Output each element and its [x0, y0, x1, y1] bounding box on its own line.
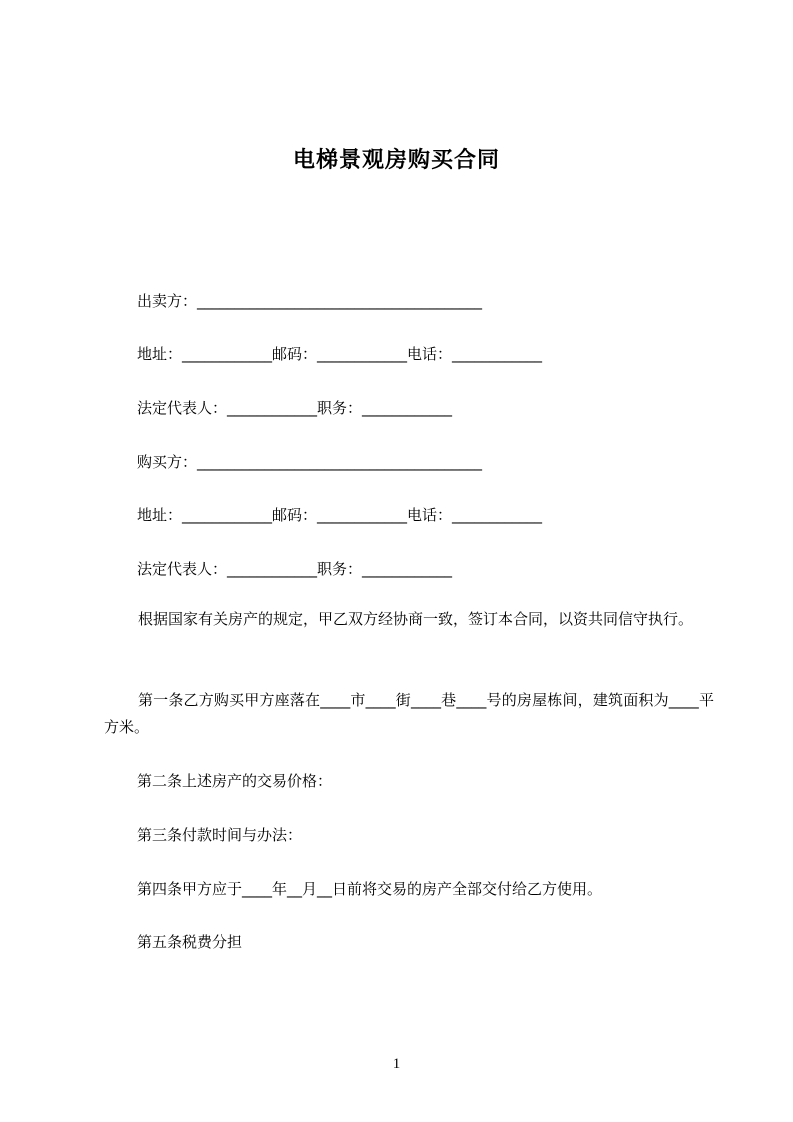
preamble-paragraph: 根据国家有关房产的规定，甲乙双方经协商一致，签订本合同，以资共同信守执行。 [138, 610, 694, 628]
buyer-name-line: 购买方：______________________________________ [137, 453, 483, 471]
buyer-representative-line: 法定代表人：____________职务：____________ [137, 560, 453, 578]
document-title: 电梯景观房购买合同 [292, 148, 500, 173]
article-4: 第四条甲方应于____年__月__日前将交易的房产全部交付给乙方使用。 [137, 880, 603, 898]
article-5: 第五条税费分担 [137, 933, 243, 951]
seller-address-line: 地址：____________邮码：____________电话：____________ [137, 345, 543, 363]
page-number: 1 [392, 1056, 401, 1072]
article-3: 第三条付款时间与办法： [137, 826, 303, 844]
seller-representative-line: 法定代表人：____________职务：____________ [137, 399, 453, 417]
buyer-address-line: 地址：____________邮码：____________电话：____________ [137, 506, 543, 524]
article-1: 第一条乙方购买甲方座落在____市____街____巷____号的房屋栋间，建筑面积为____平方米。 [104, 691, 714, 736]
article-2: 第二条上述房产的交易价格： [137, 772, 333, 790]
seller-name-line: 出卖方：______________________________________ [137, 292, 483, 310]
